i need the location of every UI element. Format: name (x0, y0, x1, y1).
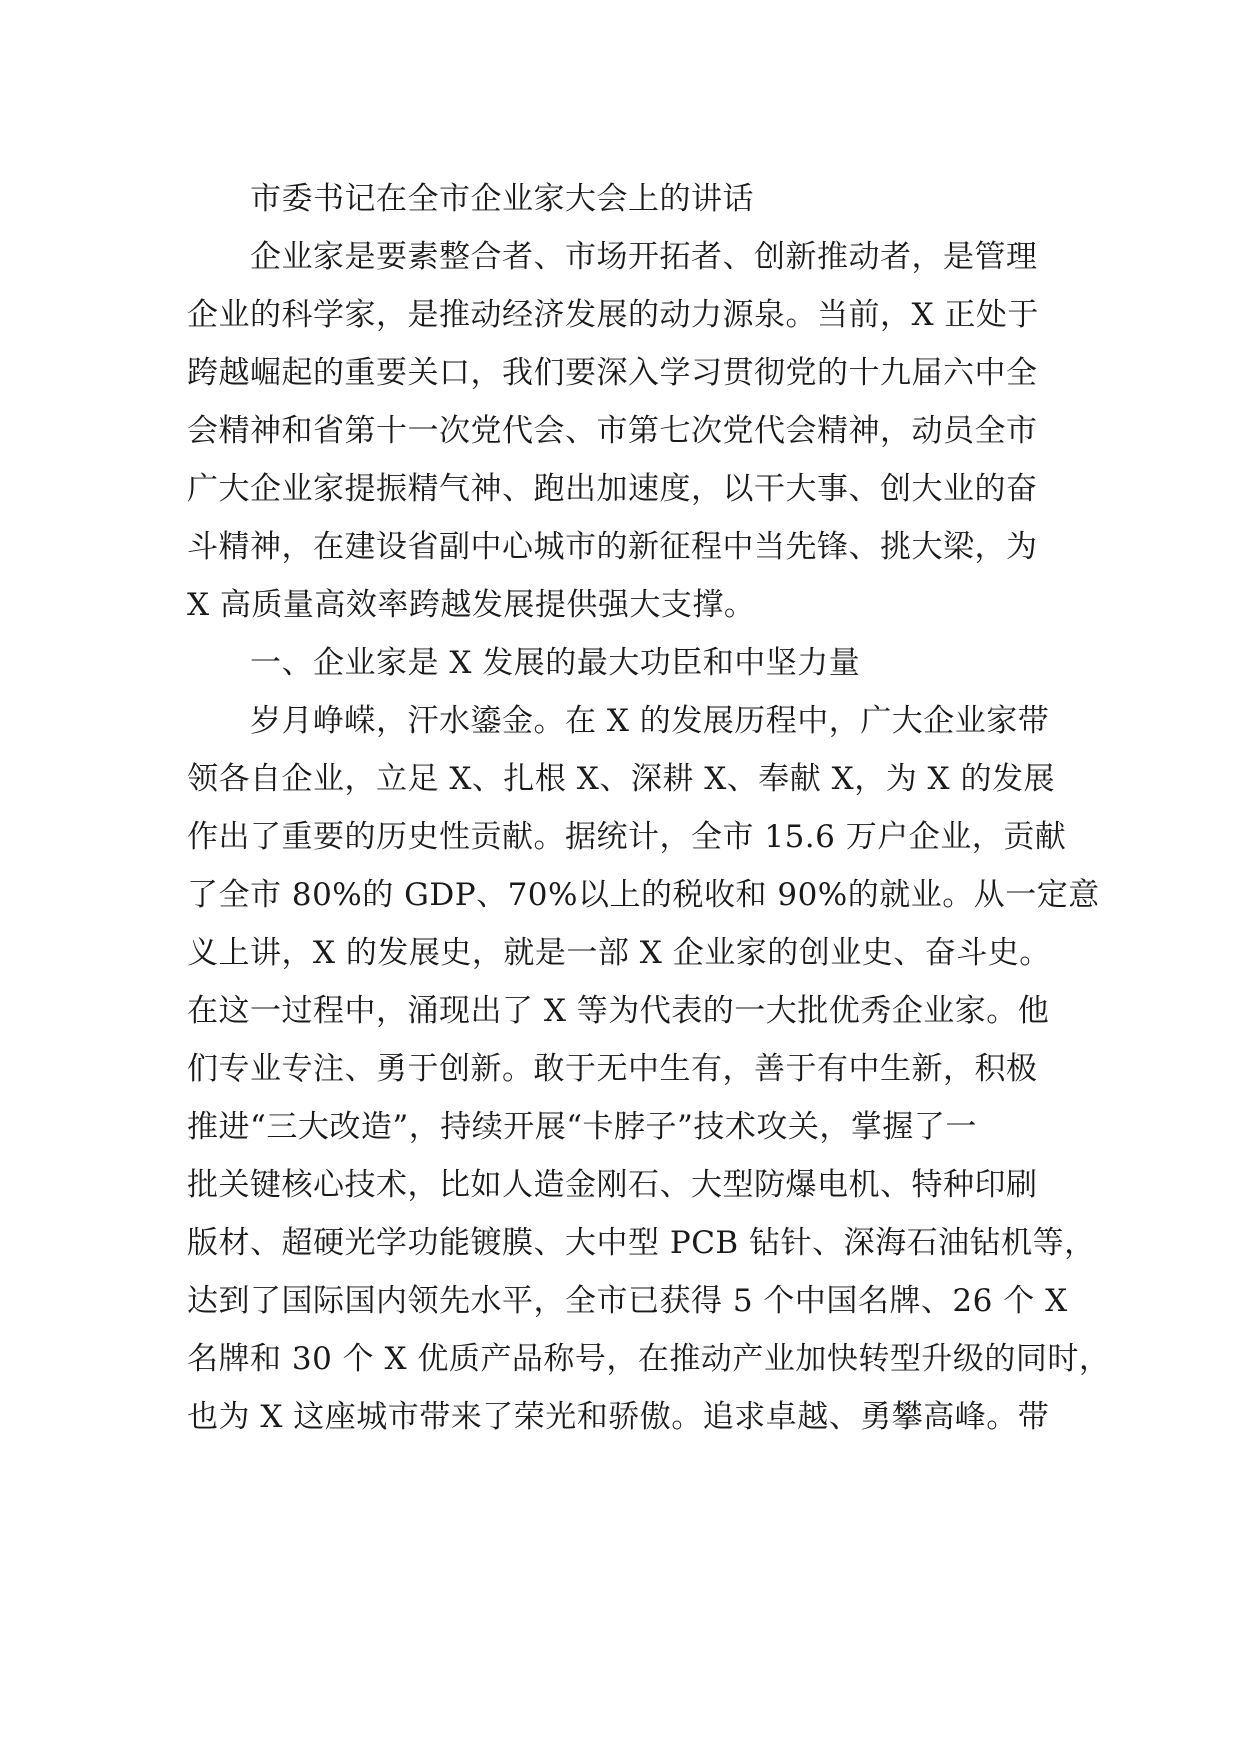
paragraph-line: 广大企业家提振精气神、跑出加速度，以干大事、创大业的奋 (187, 471, 1038, 507)
paragraph-line: 推进“三大改造”，持续开展“卡脖子”技术攻关，掌握了一 (187, 1109, 977, 1145)
paragraph-line: 领各自企业，立足 X、扎根 X、深耕 X、奉献 X，为 X 的发展 (187, 761, 1055, 797)
paragraph-line: 达到了国际国内领先水平，全市已获得 5 个中国名牌、26 个 X (187, 1283, 1068, 1319)
paragraph-line: 也为 X 这座城市带来了荣光和骄傲。追求卓越、勇攀高峰。带 (187, 1399, 1050, 1435)
paragraph-line: 企业家是要素整合者、市场开拓者、创新推动者，是管理 (250, 239, 1038, 275)
paragraph-line: 版材、超硬光学功能镀膜、大中型 PCB 钻针、深海石油钻机等， (187, 1225, 1096, 1261)
paragraph-line: 企业的科学家，是推动经济发展的动力源泉。当前，X 正处于 (187, 297, 1039, 333)
paragraph-line: 名牌和 30 个 X 优质产品称号，在推动产业加快转型升级的同时， (187, 1341, 1111, 1377)
paragraph-line: 斗精神，在建设省副中心城市的新征程中当先锋、挑大梁，为 (187, 529, 1038, 565)
paragraph-line: 跨越崛起的重要关口，我们要深入学习贯彻党的十九届六中全 (187, 355, 1038, 391)
paragraph-line: 批关键核心技术，比如人造金刚石、大型防爆电机、特种印刷 (187, 1167, 1038, 1203)
paragraph-line: 义上讲，X 的发展史，就是一部 X 企业家的创业史、奋斗史。 (187, 935, 1051, 971)
paragraph-line: 会精神和省第十一次党代会、市第七次党代会精神，动员全市 (187, 413, 1038, 449)
paragraph-line: 在这一过程中，涌现出了 X 等为代表的一大批优秀企业家。他 (187, 993, 1050, 1029)
section-heading: 一、企业家是 X 发展的最大功臣和中坚力量 (250, 645, 861, 681)
paragraph-line: 作出了重要的历史性贡献。据统计，全市 15.6 万户企业，贡献 (187, 819, 1067, 855)
paragraph-line: 了全市 80%的 GDP、70%以上的税收和 90%的就业。从一定意 (187, 877, 1100, 913)
paragraph-line: 们专业专注、勇于创新。敢于无中生有，善于有中生新，积极 (187, 1051, 1038, 1087)
paragraph-line: 岁月峥嵘，汗水鎏金。在 X 的发展历程中，广大企业家带 (250, 703, 1050, 739)
paragraph-line: X 高质量高效率跨越发展提供强大支撑。 (187, 587, 756, 623)
document-title: 市委书记在全市企业家大会上的讲话 (250, 181, 754, 217)
